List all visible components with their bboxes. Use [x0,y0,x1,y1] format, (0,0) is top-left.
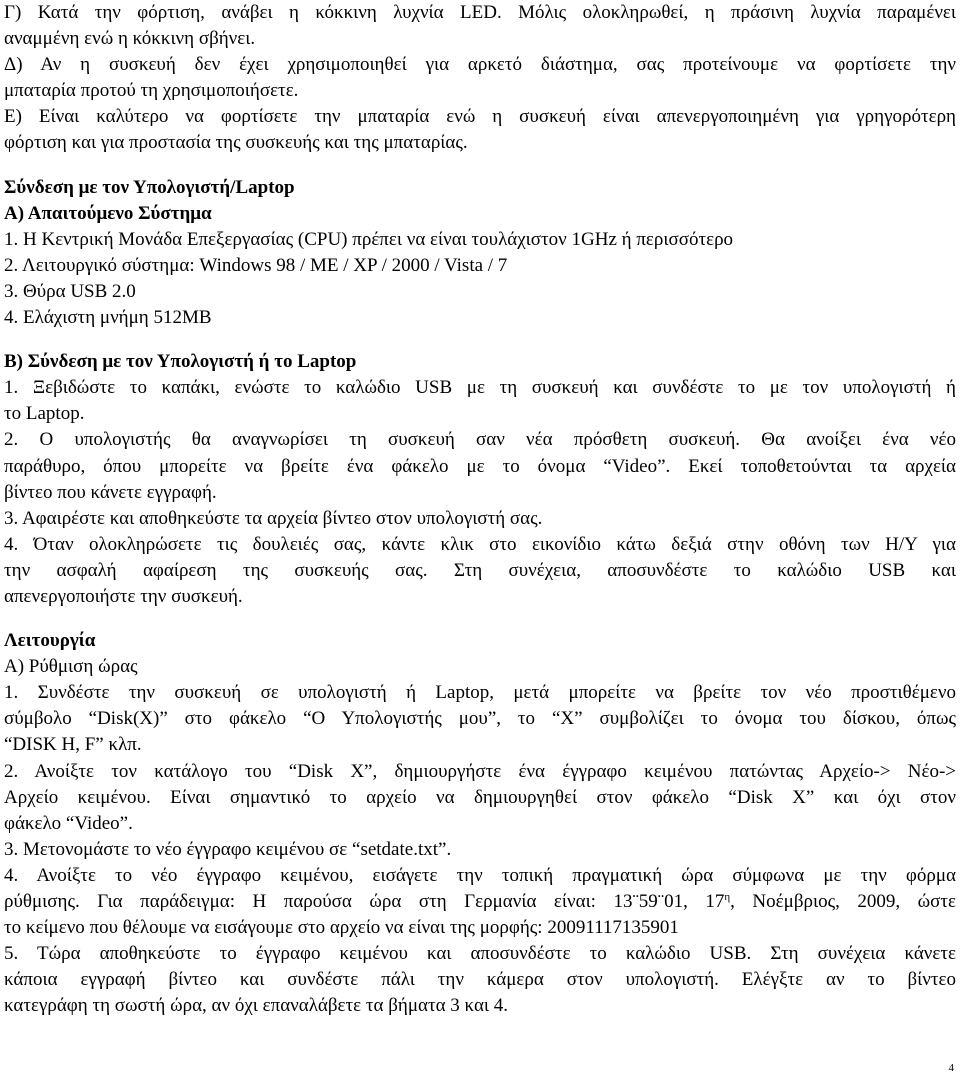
paragraph-g [4,0,956,52]
subheading-connect: Β) Σύνδεση με τον Υπολογιστή ή το Laptop [4,351,357,373]
text-line: παράθυρο, όπου μπορείτε να βρείτε ένα φάκελο με το όνομα “Video”. Εκεί τοποθετούνται τα αρχεία [4,455,956,477]
text-line: κάποια εγγραφή βίντεο και συνδέστε πάλι την κάμερα στον υπολογιστή. Ελέγξτε αν το βίντεο [4,969,956,991]
text-line: 4. Όταν ολοκληρώσετε τις δουλειές σας, κάντε κλικ στο εικονίδιο κάτω δεξιά στην οθόνη των Η/Υ για [4,533,956,555]
text-line: σύμβολο “Disk(X)” στο φάκελο “Ο Υπολογιστής μου”, το “X” συμβολίζει το όνομα του δίσκου, όπως [4,708,956,730]
text-line: την ασφαλή αφαίρεση της συσκευής σας. Στη συνέχεια, αποσυνδέστε το καλώδιο USB και [4,559,956,581]
text-line: 4. Ανοίξτε το νέο έγγραφο κειμένου, εισάγετε την τοπική πραγματική ώρα σύμφωνα με την φόρμα [4,864,956,886]
text-line: αναμμένη ενώ η κόκκινη σβήνει. [4,28,256,50]
section-heading-operation: Λειτουργία [4,630,96,652]
text-line: 3. Αφαιρέστε και αποθηκεύστε τα αρχεία βίντεο στον υπολογιστή σας. [4,507,543,529]
paragraph-d [4,52,956,104]
text-line: 3. Μετονομάστε το νέο έγγραφο κειμένου σε “setdate.txt”. [4,838,452,860]
page-number: 4 [948,1062,954,1074]
list-item: 1. Η Κεντρική Μονάδα Επεξεργασίας (CPU) πρέπει να είναι τουλάχιστον 1GHz ή περισσότερο [4,228,734,250]
text-line: Αρχείο κειμένου. Είναι σημαντικό το αρχείο να δημιουργηθεί στον φάκελο “Disk X” και όχι στον [4,786,956,808]
paragraph-e [4,104,956,156]
text-line: το κείμενο που θέλουμε να εισάγουμε στο αρχείο να είναι της μορφής: 20091117135901 [4,917,679,939]
text-line: μπαταρία προτού τη χρησιμοποιήσετε. [4,80,299,102]
text-line: Γ) Κατά την φόρτιση, ανάβει η κόκκινη λυχνία LED. Μόλις ολοκληρωθεί, η πράσινη λυχνία παραμένει [4,2,956,23]
text-line: Ε) Είναι καλύτερο να φορτίσετε την μπαταρία ενώ η συσκευή είναι απενεργοποιημένη για γρηγορότερη [4,106,956,128]
text-segment: ρύθμισης. Για παράδειγμα: Η παρούσα ώρα στη Γερμανία είναι: 13¨59¨01, 17 [4,891,725,912]
subheading-time-setting: Α) Ρύθμιση ώρας [4,656,138,678]
text-line: 1. Συνδέστε την συσκευή σε υπολογιστή ή Laptop, μετά μπορείτε να βρείτε τον νέο προστιθέμενο [4,682,956,704]
text-line: 5. Τώρα αποθηκεύστε το έγγραφο κειμένου και αποσυνδέστε το καλώδιο USB. Στη συνέχεια κάνετε [4,943,956,965]
text-line: απενεργοποιήστε την συσκευή. [4,585,243,607]
text-line: Δ) Αν η συσκευή δεν έχει χρησιμοποιηθεί για αρκετό διάστημα, σας προτείνουμε να φορτίσετε την [4,54,956,76]
text-line: το Laptop. [4,403,85,425]
operation-steps [4,680,956,1019]
connect-steps [4,375,956,610]
text-line: κατεγράφη τη σωστή ώρα, αν όχι επαναλάβετε τα βήματα 3 και 4. [4,995,509,1017]
section-heading-connection: Σύνδεση με τον Υπολογιστή/Laptop [4,176,295,198]
text-line: “DISK H, F” κλπ. [4,734,142,756]
text-line: φάκελο “Video”. [4,812,133,834]
list-item: 4. Ελάχιστη μνήμη 512MB [4,307,212,329]
ordinal-superscript: η [724,891,731,903]
text-line: 2. Ανοίξτε τον κατάλογο του “Disk X”, δημιουργήστε ένα έγγραφο κειμένου πατώντας Αρχείο-> Νέο-> [4,760,956,782]
list-item: 3. Θύρα USB 2.0 [4,280,136,302]
list-item: 2. Λειτουργικό σύστημα: Windows 98 / ME / XP / 2000 / Vista / 7 [4,254,508,276]
text-line: φόρτιση και για προστασία της συσκευής και της μπαταρίας. [4,132,468,154]
subheading-requirements: Α) Απαιτούμενο Σύστημα [4,202,212,224]
text-line: βίντεο που κάνετε εγγραφή. [4,481,217,503]
text-line: 1. Ξεβιδώστε το καπάκι, ενώστε το καλώδιο USB με τη συσκευή και συνδέστε το με τον υπολογιστή ή [4,377,956,399]
text-line [4,889,956,915]
text-line: 2. Ο υπολογιστής θα αναγνωρίσει τη συσκευή σαν νέα πρόσθετη συσκευή. Θα ανοίξει ένα νέο [4,429,956,451]
requirements-list [4,227,956,331]
document-page [4,0,956,1019]
text-segment: , Νοέμβριος, 2009, ώστε [730,891,956,912]
